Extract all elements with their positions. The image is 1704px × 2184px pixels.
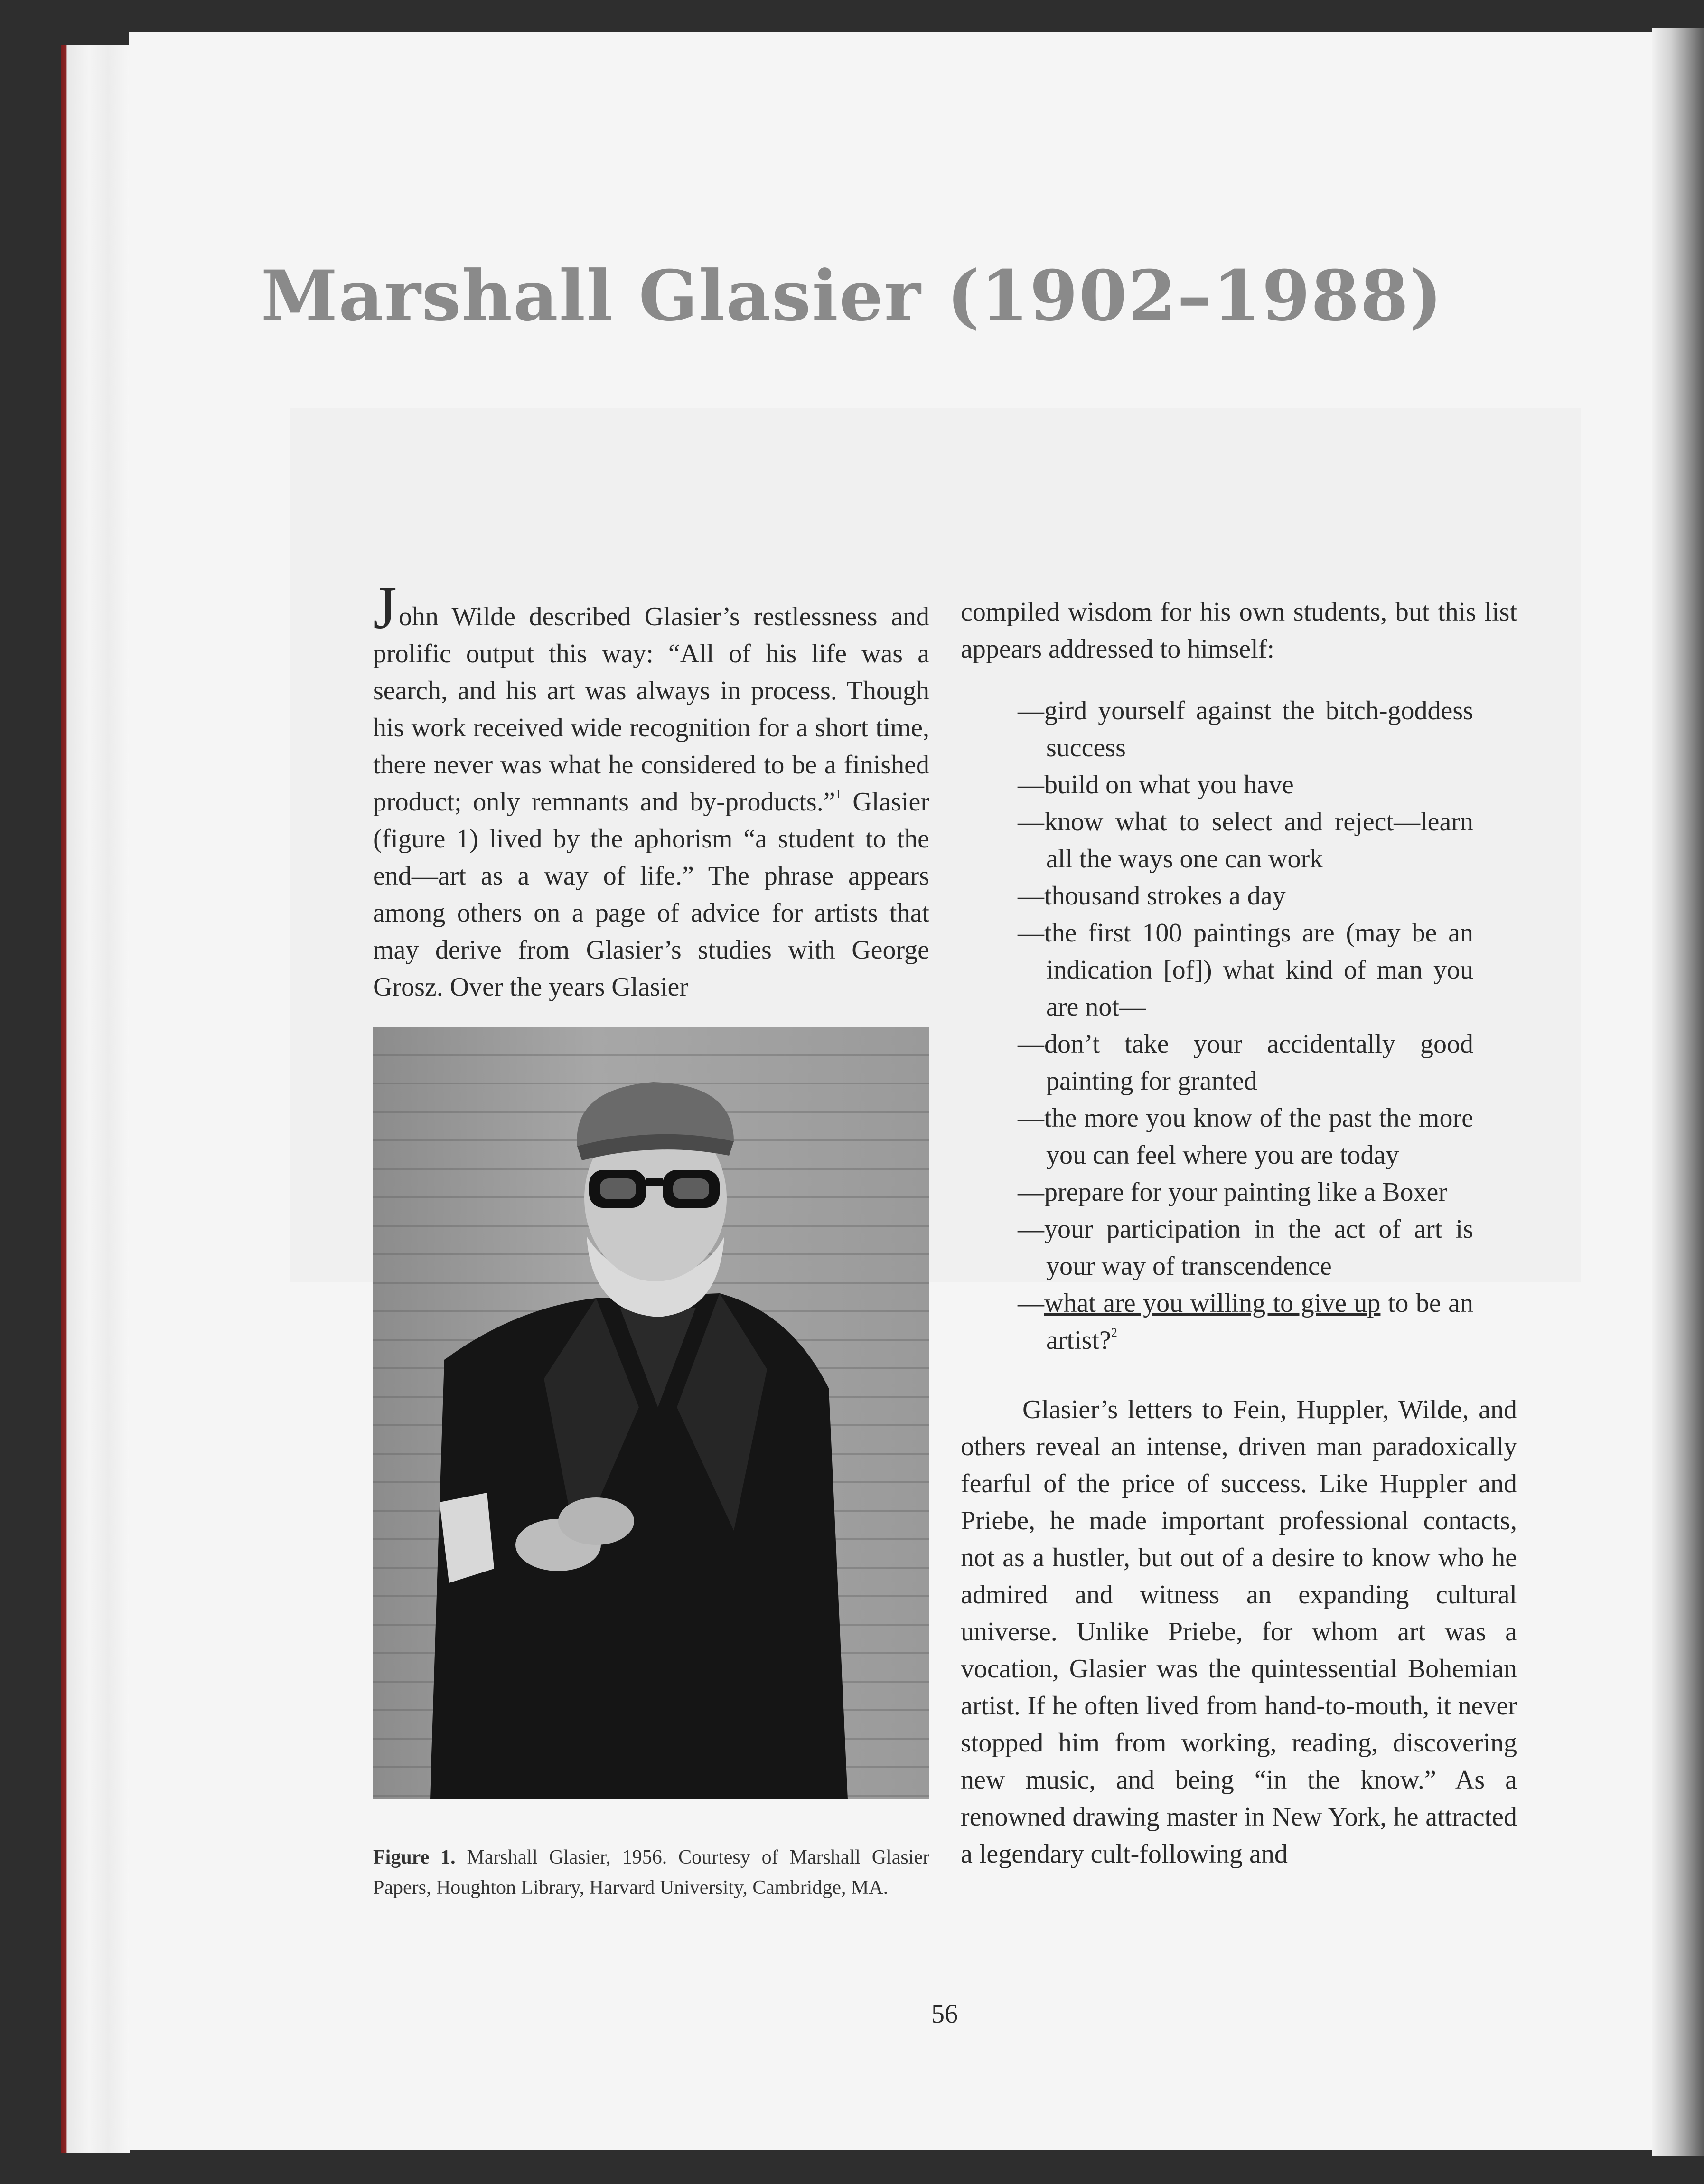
page-number: 56 — [931, 1999, 958, 2029]
left-column — [373, 574, 929, 1006]
footnote-ref-1: 1 — [835, 787, 842, 801]
aphorism-item: —gird yourself against the bitch-goddess success — [1018, 696, 1473, 763]
aphorism-item: —know what to select and reject—learn all the ways one can work — [1018, 807, 1473, 874]
aphorism-item: —thousand strokes a day — [1018, 881, 1286, 911]
underlined-phrase: what are you willing to give up — [1044, 1289, 1381, 1318]
page-stack-edge — [61, 45, 130, 2153]
aphorism-item: —don’t take your accidentally good painting for granted — [1018, 1029, 1473, 1096]
footnote-ref-2: 2 — [1111, 1326, 1117, 1339]
aphorism-item: —prepare for your painting like a Boxer — [1018, 1177, 1448, 1207]
portrait-figure — [373, 1027, 929, 1799]
aphorism-item-last — [1018, 1285, 1473, 1359]
aphorism-dash: — — [1018, 1289, 1044, 1318]
aphorism-rest: to be an artist? — [1046, 1289, 1473, 1355]
aphorism-item: —build on what you have — [1018, 770, 1294, 800]
intro-text-a: ohn Wilde described Glasier’s restlessness and prolific output this way: “All of his life was a search, and his art was always in process. Though his work received wide recognition for a short time, there never was what he considered to be a finished product; only remnants and by-products.” — [373, 602, 929, 817]
aphorism-item: —your participation in the act of art is your way of transcendence — [1018, 1214, 1473, 1281]
aphorism-item: —the more you know of the past the more you can feel where you are today — [1018, 1103, 1473, 1170]
intro-paragraph — [373, 574, 929, 1006]
right-column — [961, 593, 1517, 1873]
right-intro: compiled wisdom for his own students, but this list appears addressed to himself: — [961, 597, 1517, 664]
figure-caption — [373, 1842, 929, 1903]
intro-text-b: Glasier (figure 1) lived by the aphorism “a student to the end—art as a way of life.” The phrase appears among others on a page of advice for artists that may derive from Glasier’s studies with George Grosz. Over the years Glasier — [373, 787, 929, 1002]
drop-cap: J — [373, 574, 397, 641]
spine-shadow — [1652, 28, 1704, 2156]
page-title: Marshall Glasier (1902–1988) — [261, 255, 1443, 337]
figure-caption-text: Marshall Glasier, 1956. Courtesy of Marshall Glasier Papers, Houghton Library, Harvard University, Cambridge, MA. — [373, 1846, 929, 1899]
portrait-photo — [373, 1027, 929, 1799]
body-paragraph: Glasier’s letters to Fein, Huppler, Wilde, and others reveal an intense, driven man paradoxically fearful of the price of success. Like Huppler and Priebe, he made important professional contacts, not as a hustler, but out of a desire to know who he admired and witness an expanding cultural universe. Unlike Priebe, for whom art was a vocation, Glasier was the quintessential Bohemian artist. If he often lived from hand-to-mouth, it never stopped him from working, reading, discovering new music, and being “in the know.” As a renowned drawing master in New York, he attracted a legendary cult-following and — [961, 1395, 1517, 1869]
figure-label: Figure 1. — [373, 1846, 456, 1868]
aphorism-item: —the first 100 paintings are (may be an indication [of]) what kind of man you are not— — [1018, 918, 1473, 1022]
aphorism-list — [961, 692, 1473, 1359]
